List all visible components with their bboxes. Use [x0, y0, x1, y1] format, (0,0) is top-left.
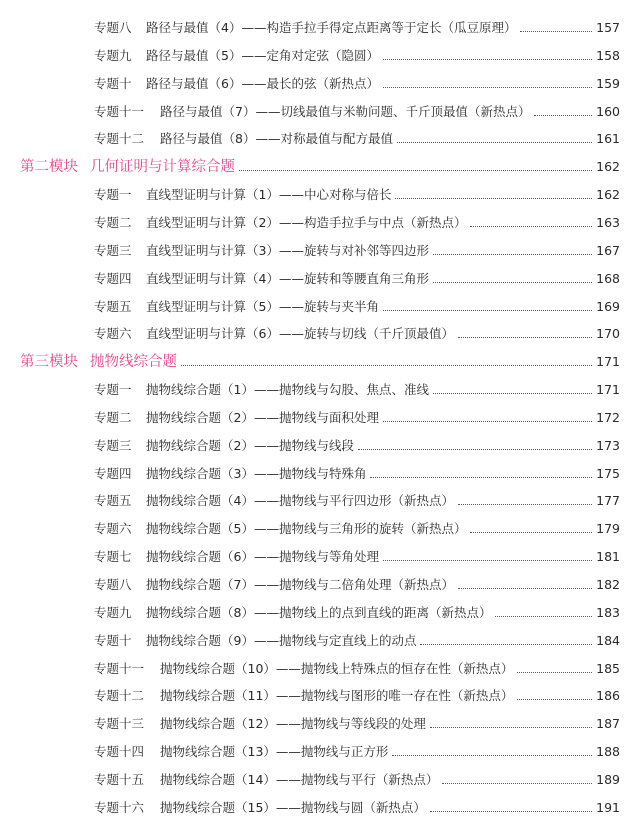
topic-label: 专题一: [94, 382, 132, 398]
entry-title: 直线型证明与计算（1）——中心对称与倍长: [146, 187, 392, 203]
dot-leader: [470, 532, 592, 533]
dot-leader: [495, 616, 592, 617]
toc-entry: [94, 211, 620, 231]
page-number: 170: [596, 326, 620, 342]
page-number: 162: [596, 159, 620, 175]
toc-entry: [94, 462, 620, 482]
dot-leader: [517, 699, 592, 700]
page-number: 179: [596, 521, 620, 537]
topic-label: 专题八: [94, 20, 132, 35]
dot-leader: [370, 477, 592, 478]
entry-title: 路径与最值（4）——构造手拉手得定点距离等于定长（瓜豆原理）: [146, 20, 517, 35]
dot-leader: [458, 588, 592, 589]
dot-leader: [383, 560, 592, 561]
topic-label: 专题七: [94, 549, 132, 565]
dot-leader: [383, 59, 592, 60]
toc-entry: [94, 434, 620, 454]
entry-title: 抛物线综合题（9）——抛物线与定直线上的动点: [146, 632, 417, 648]
entry-title: 抛物线综合题（6）——抛物线与等角处理: [146, 549, 379, 565]
topic-label: 专题九: [94, 47, 132, 63]
topic-label: 专题十二: [94, 131, 145, 147]
page-number: 171: [596, 382, 620, 398]
entry-title: 路径与最值（5）——定角对定弦（隐圆）: [146, 47, 379, 63]
entry-title: 直线型证明与计算（6）——旋转与切线（千斤顶最值）: [146, 326, 454, 342]
toc-entry: [94, 740, 620, 760]
dot-leader: [383, 87, 592, 88]
page-number: 161: [596, 131, 620, 147]
toc-entry: [94, 629, 620, 649]
toc-entry: [94, 239, 620, 259]
page-number: 181: [596, 549, 620, 565]
topic-label: 专题四: [94, 465, 132, 481]
dot-leader: [433, 282, 592, 283]
topic-label: 专题三: [94, 242, 132, 258]
entry-title: 直线型证明与计算（4）——旋转和等腰直角三角形: [146, 270, 429, 286]
topic-label: 专题十五: [94, 771, 145, 787]
dot-leader: [433, 254, 592, 255]
topic-label: 专题十一: [94, 103, 145, 119]
topic-label: 专题十六: [94, 799, 145, 815]
page-number: 183: [596, 604, 620, 620]
dot-leader: [517, 672, 592, 673]
entry-title: 抛物线综合题（10）——抛物线上特殊点的恒存在性（新热点）: [160, 660, 514, 676]
entry-title: 抛物线综合题（8）——抛物线上的点到直线的距离（新热点）: [146, 604, 492, 620]
toc-entry: [94, 712, 620, 732]
toc-entry: [94, 489, 620, 509]
topic-label: 专题五: [94, 493, 132, 509]
topic-label: 专题五: [94, 298, 132, 314]
page-number: 185: [596, 660, 620, 676]
entry-title: 路径与最值（8）——对称最值与配方最值: [160, 131, 393, 147]
dot-leader: [433, 393, 592, 394]
page-number: 167: [596, 242, 620, 258]
dot-leader: [239, 170, 592, 171]
dot-leader: [181, 365, 592, 366]
page-number: 172: [596, 409, 620, 425]
entry-title: 抛物线综合题（15）——抛物线与圆（新热点）: [160, 799, 426, 815]
dot-leader: [358, 449, 592, 450]
page-number: 177: [596, 493, 620, 509]
toc-entry: [94, 517, 620, 537]
module-heading: [20, 350, 620, 370]
toc-entry: [94, 657, 620, 677]
entry-title: 抛物线综合题（1）——抛物线与勾股、焦点、准线: [146, 382, 429, 398]
topic-label: 专题六: [94, 326, 132, 342]
page-number: 160: [596, 103, 620, 119]
page-number: 168: [596, 270, 620, 286]
topic-label: 专题十四: [94, 744, 145, 760]
entry-title: 抛物线综合题（4）——抛物线与平行四边形（新热点）: [146, 493, 454, 509]
page-number: 159: [596, 75, 620, 91]
page-number: 182: [596, 577, 620, 592]
topic-label: 专题二: [94, 214, 132, 230]
entry-title: 抛物线综合题（11）——抛物线与图形的唯一存在性（新热点）: [160, 688, 514, 704]
module-label: 第二模块: [20, 159, 78, 176]
entry-title: 路径与最值（6）——最长的弦（新热点）: [146, 75, 379, 91]
dot-leader: [420, 644, 592, 645]
page-number: 157: [596, 20, 620, 35]
page-number: 173: [596, 437, 620, 453]
module-label: 第三模块: [20, 354, 78, 371]
page-number: 188: [596, 744, 620, 760]
dot-leader: [383, 421, 592, 422]
toc-entry: [94, 183, 620, 203]
topic-label: 专题十: [94, 632, 132, 648]
page-number: 162: [596, 187, 620, 203]
toc-entry: [94, 72, 620, 92]
toc-entry: [94, 295, 620, 315]
toc-entry: [94, 44, 620, 64]
dot-leader: [395, 198, 592, 199]
dot-leader: [520, 31, 592, 32]
entry-title: 直线型证明与计算（2）——构造手拉手与中点（新热点）: [146, 214, 467, 230]
entry-title: 抛物线综合题（12）——抛物线与等线段的处理: [160, 716, 426, 732]
page-number: 171: [596, 354, 620, 370]
toc-entry: [94, 545, 620, 565]
topic-label: 专题一: [94, 187, 132, 203]
topic-label: 专题三: [94, 437, 132, 453]
entry-title: 抛物线综合题（3）——抛物线与特殊角: [146, 465, 367, 481]
entry-title: 几何证明与计算综合题: [90, 159, 235, 176]
entry-title: 抛物线综合题（7）——抛物线与二倍角处理（新热点）: [146, 577, 454, 592]
topic-label: 专题四: [94, 270, 132, 286]
dot-leader: [458, 504, 592, 505]
page-number: 158: [596, 47, 620, 63]
toc-entry: [94, 322, 620, 342]
dot-leader: [383, 310, 592, 311]
dot-leader: [430, 811, 592, 812]
entry-title: 抛物线综合题（5）——抛物线与三角形的旋转（新热点）: [146, 521, 467, 537]
topic-label: 专题十一: [94, 660, 145, 676]
toc-entry: [94, 601, 620, 621]
page-number: 184: [596, 632, 620, 648]
topic-label: 专题二: [94, 409, 132, 425]
toc-entry: [94, 100, 620, 120]
toc-entry: [94, 796, 620, 816]
topic-label: 专题十: [94, 75, 132, 91]
dot-leader: [458, 337, 592, 338]
topic-label: 专题十三: [94, 716, 145, 732]
toc-entry: [94, 16, 620, 36]
toc-entry: [94, 127, 620, 147]
toc-entry: [94, 573, 620, 593]
topic-label: 专题六: [94, 521, 132, 537]
dot-leader: [397, 142, 592, 143]
entry-title: 路径与最值（7）——切线最值与米勒问题、千斤顶最值（新热点）: [160, 103, 531, 119]
module-heading: [20, 155, 620, 175]
dot-leader: [470, 226, 592, 227]
page-number: 186: [596, 688, 620, 704]
page-number: 169: [596, 298, 620, 314]
entry-title: 抛物线综合题: [90, 354, 177, 371]
page-number: 189: [596, 771, 620, 787]
entry-title: 抛物线综合题（13）——抛物线与正方形: [160, 744, 389, 760]
topic-label: 专题十二: [94, 688, 145, 704]
entry-title: 直线型证明与计算（5）——旋转与夹半角: [146, 298, 379, 314]
page-number: 191: [596, 799, 620, 815]
toc-entry: [94, 684, 620, 704]
entry-title: 抛物线综合题（14）——抛物线与平行（新热点）: [160, 771, 439, 787]
entry-title: 抛物线综合题（2）——抛物线与面积处理: [146, 409, 379, 425]
entry-title: 抛物线综合题（2）——抛物线与线段: [146, 437, 354, 453]
entry-title: 直线型证明与计算（3）——旋转与对补邻等四边形: [146, 242, 429, 258]
dot-leader: [534, 115, 592, 116]
page-number: 163: [596, 214, 620, 230]
toc-entry: [94, 768, 620, 788]
toc-entry: [94, 406, 620, 426]
toc-entry: [94, 378, 620, 398]
dot-leader: [430, 727, 592, 728]
topic-label: 专题八: [94, 577, 132, 592]
dot-leader: [392, 755, 592, 756]
dot-leader: [442, 783, 592, 784]
page-number: 175: [596, 465, 620, 481]
toc-entry: [94, 267, 620, 287]
page-number: 187: [596, 716, 620, 732]
topic-label: 专题九: [94, 604, 132, 620]
